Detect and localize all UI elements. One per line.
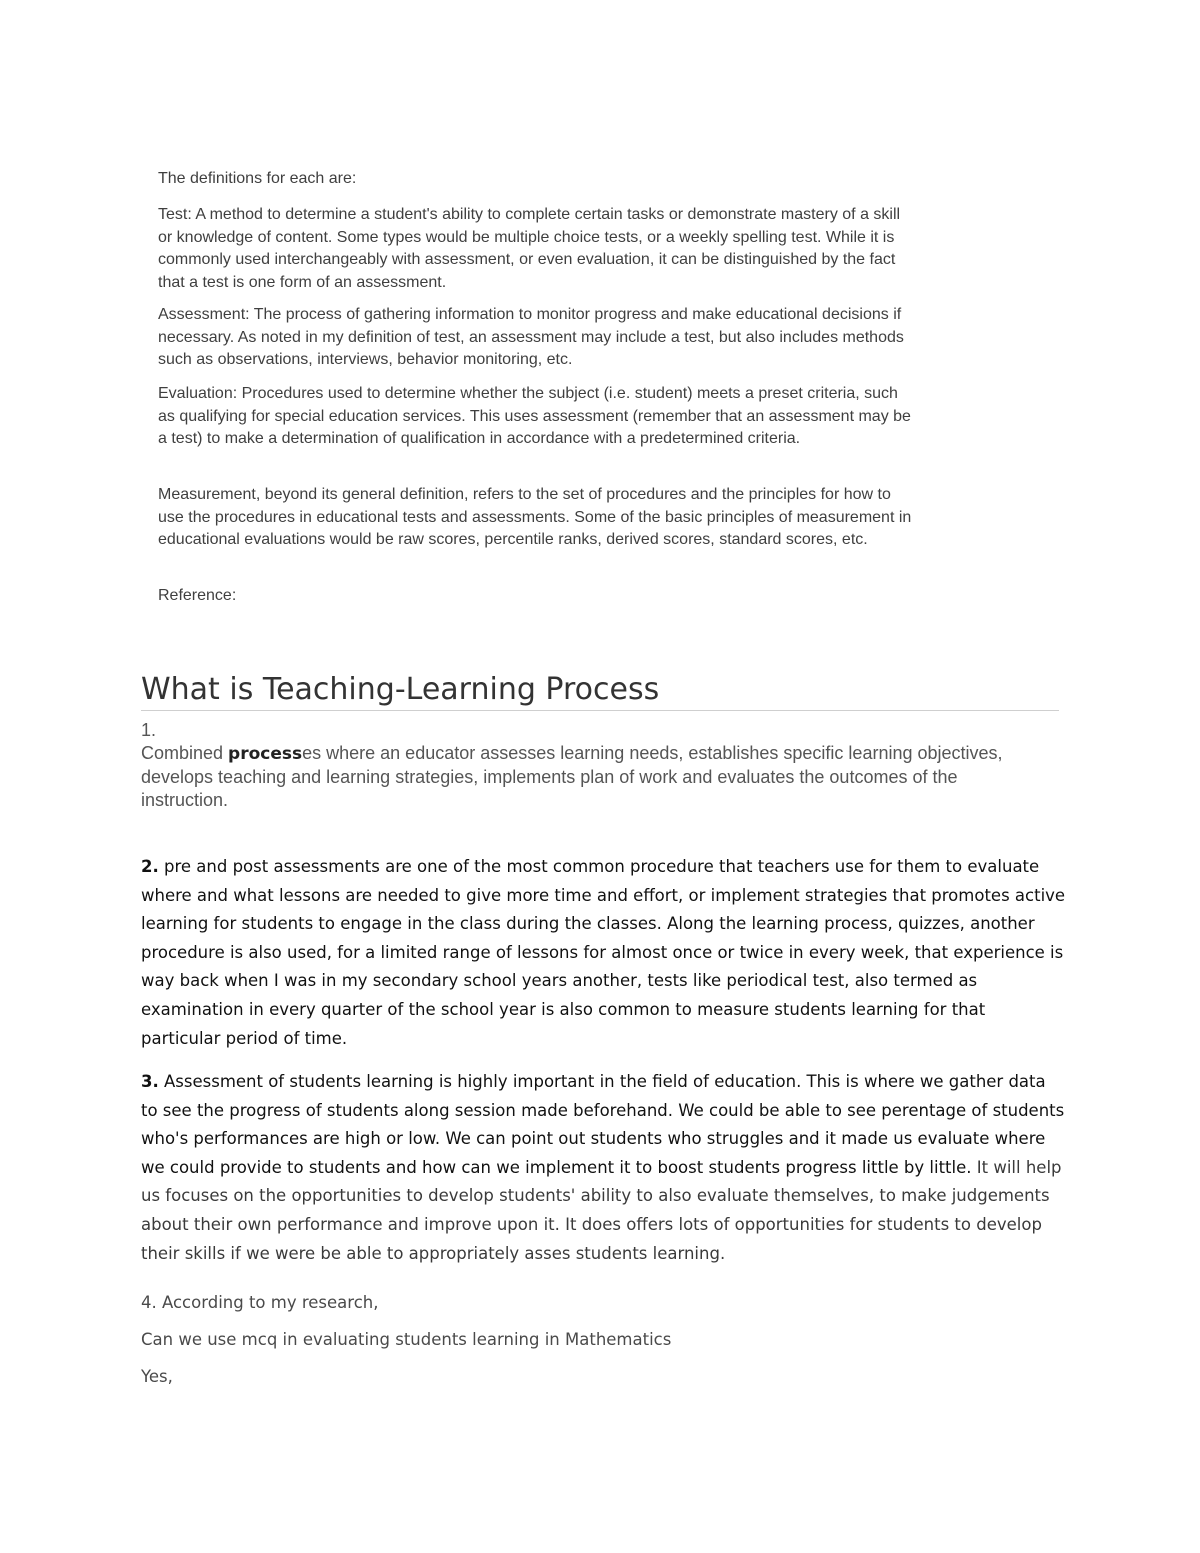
- definitions-intro: The definitions for each are:: [158, 170, 357, 187]
- section-1: [141, 719, 1041, 812]
- section-1-rest: es where an educator assesses learning needs, establishes specific learning objectives, develops teaching and learning strategies, implements plan of work and evaluates the outcomes of the instruction.: [141, 743, 1003, 810]
- definition-test: Test: A method to determine a student's ability to complete certain tasks or demonstrate mastery of a skill or knowledge of content. Some types would be multiple choice tests, or a weekly spelling test. While it is commonly used interchangeably with assessment, or even evaluation, it can be distinguished by the fact that a test is one form of an assessment.: [158, 206, 901, 291]
- page-title: What is Teaching-Learning Process: [141, 670, 1059, 711]
- definition-assessment: Assessment: The process of gathering information to monitor progress and make educational decisions if necessary. As noted in my definition of test, an assessment may include a test, but also includes methods such as observations, interviews, behavior monitoring, etc.: [158, 306, 904, 368]
- definition-measurement: Measurement, beyond its general definition, refers to the set of procedures and the principles for how to use the procedures in educational tests and assessments. Some of the basic principles of measurement in educational evaluations would be raw scores, percentile ranks, derived scores, standard scores, etc.: [158, 486, 912, 548]
- definition-evaluation: Evaluation: Procedures used to determine whether the subject (i.e. student) meets a preset criteria, such as qualifying for special education services. This uses assessment (remember that an assessment may be a test) to make a determination of qualification in accordance with a predetermined criteria.: [158, 385, 911, 447]
- section-2-number: 2.: [141, 857, 159, 876]
- section-3: [141, 1068, 1066, 1268]
- section-1-bold-term: process: [228, 744, 303, 764]
- section-2: [141, 853, 1066, 1053]
- section-2-text: pre and post assessments are one of the most common procedure that teachers use for them to evaluate where and what lessons are needed to give more time and effort, or implement strategies that promotes active learning for students to engage in the class during the classes. Along the learning process, quizzes, another procedure is also used, for a limited range of lessons for almost once or twice in every week, that experience is way back when I was in my secondary school years another, tests like periodical test, also termed as examination in every quarter of the school year is also common to measure students learning for that particular period of time.: [141, 857, 1066, 1048]
- section-1-prefix: Combined: [141, 743, 229, 763]
- section-3-light-text: It will help us focuses on the opportunities to develop students' ability to also evaluate themselves, to make judgements about their own performance and improve upon it. It does offers lots of opportunities for students to develop their skills if we were be able to appropriately asses students learning.: [141, 1157, 1062, 1263]
- section-3-number: 3.: [141, 1072, 159, 1091]
- section-4-line-3: Yes,: [141, 1367, 173, 1386]
- section-4-line-2: Can we use mcq in evaluating students learning in Mathematics: [141, 1330, 672, 1349]
- section-1-number: 1.: [141, 720, 157, 740]
- section-4-line-1: 4. According to my research,: [141, 1293, 379, 1312]
- section-3-text: Assessment of students learning is highly important in the field of education. This is where we gather data to see the progress of students along session made beforehand. We could be able to see perentage of students who's performances are high or low. We can point out students who struggles and it made us evaluate where we could provide to students and how can we implement it to boost students progress little by little.: [141, 1072, 1065, 1177]
- reference-label: Reference:: [158, 587, 237, 604]
- cutoff-text-line: [158, 138, 798, 148]
